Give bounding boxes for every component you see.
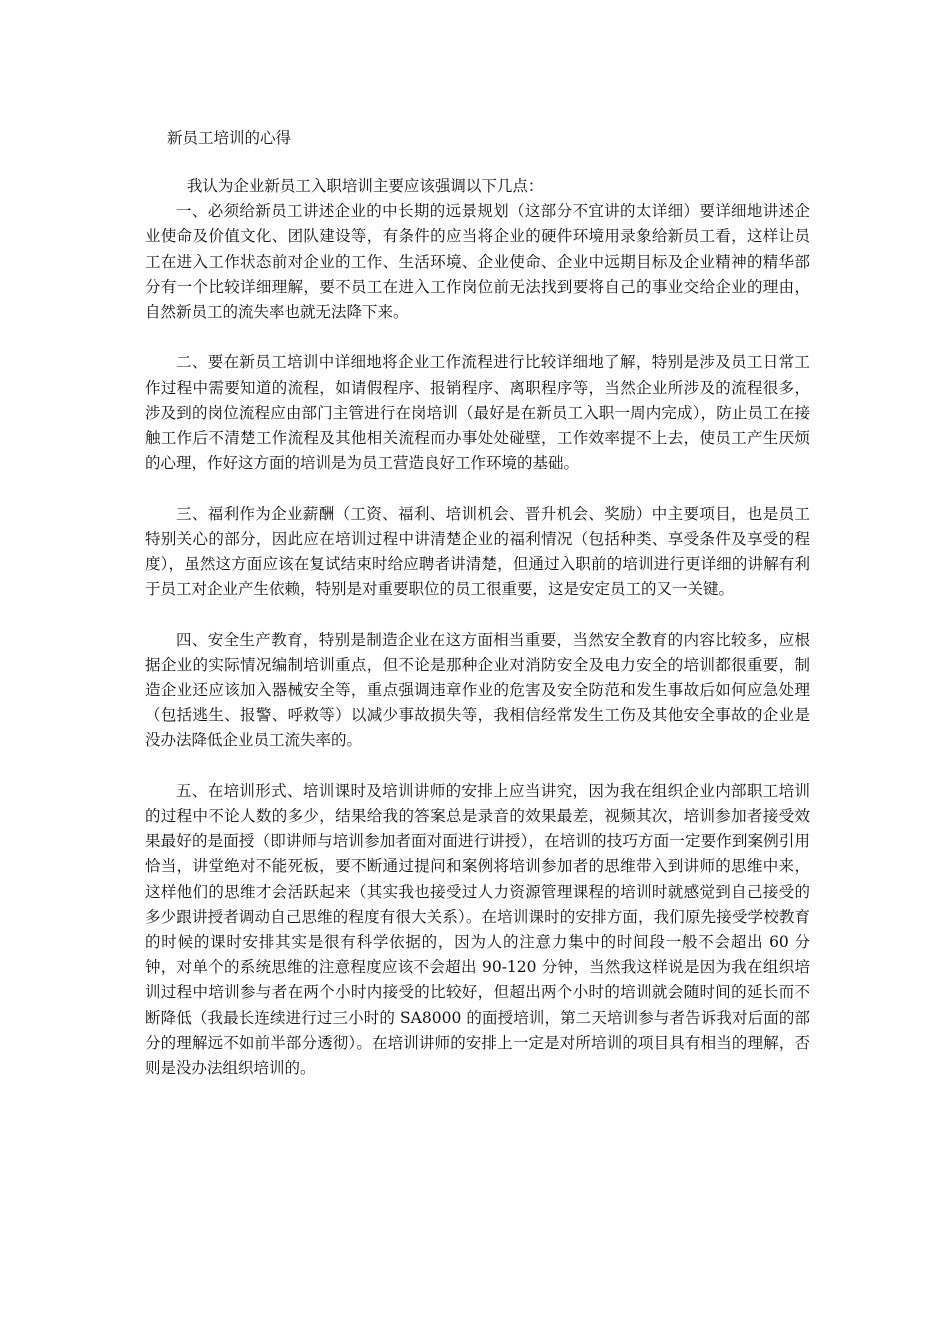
paragraph-3: 三、福利作为企业薪酬（工资、福利、培训机会、晋升机会、奖励）中主要项目，也是员工特别关心的部分，因此应在培训过程中讲清楚企业的福利情况（包括种类、享受条件及享受的程度），虽然这方面应该在复试结束时给应聘者讲清楚，但通过入职前的培训进行更详细的讲解有利于员工对企业产生依赖，特别是对重要职位的员工很重要，这是安定员工的又一关键。 xyxy=(145,504,810,599)
intro-paragraph: 我认为企业新员工入职培训主要应该强调以下几点： xyxy=(186,177,544,195)
paragraph-5: 五、在培训形式、培训课时及培训讲师的安排上应当讲究，因为我在组织企业内部职工培训的过程中不论人数的多少，结果给我的答案总是录音的效果最差，视频其次，培训参加者接受效果最好的是面授（即讲师与培训参加者面对面进行讲授），在培训的技巧方面一定要作到案例引用恰当，讲堂绝对不能死板，要不断通过提问和案例将培训参加者的思维带入到讲师的思维中来，这样他们的思维才会活跃起来（其实我也接受过人力资源管理课程的培训时就感觉到自己接受的多少跟讲授者调动自己思维的程度有很大关系）。在培训课时的安排方面，我们原先接受学校教育的时候的课时安排其实是很有科学依据的，因为人的注意力集中的时间段一般不会超出 60 分钟，对单个的系统思维的注意程度应该不会超出 90-120 分钟，当然我这样说是因为我在组织培训过程中培训参与者在两个小时内接受的比较好，但超出两个小时的培训就会随时间的延长而不断降低（我最长连续进行过三小时的 SA8000 的面授培训，第二天培训参与者告诉我对后面的部分的理解远不如前半部分透彻）。在培训讲师的安排上一定是对所培训的项目具有相当的理解，否则是没办法组织培训的。 xyxy=(145,781,810,1078)
document-title: 新员工培训的心得 xyxy=(167,129,292,147)
document-body xyxy=(145,174,810,1081)
paragraph-4: 四、安全生产教育，特别是制造企业在这方面相当重要，当然安全教育的内容比较多，应根据企业的实际情况编制培训重点，但不论是那种企业对消防安全及电力安全的培训都很重要，制造企业还应该加入器械安全等，重点强调违章作业的危害及安全防范和发生事故后如何应急处理（包括逃生、报警、呼救等）以减少事故损失等，我相信经常发生工伤及其他安全事故的企业是没办法降低企业员工流失率的。 xyxy=(145,630,810,750)
paragraph-2: 二、要在新员工培训中详细地将企业工作流程进行比较详细地了解，特别是涉及员工日常工作过程中需要知道的流程，如请假程序、报销程序、离职程序等，当然企业所涉及的流程很多，涉及到的岗位流程应由部门主管进行在岗培训（最好是在新员工入职一周内完成），防止员工在接触工作后不清楚工作流程及其他相关流程而办事处处碰壁，工作效率提不上去，使员工产生厌烦的心理，作好这方面的培训是为员工营造良好工作环境的基础。 xyxy=(145,353,810,473)
paragraph-1: 一、必须给新员工讲述企业的中长期的远景规划（这部分不宜讲的太详细）要详细地讲述企业使命及价值文化、团队建设等，有条件的应当将企业的硬件环境用录象给新员工看，这样让员工在进入工作状态前对企业的工作、生活环境、企业使命、企业中远期目标及企业精神的精华部分有一个比较详细理解，要不员工在进入工作岗位前无法找到要将自己的事业交给企业的理由，自然新员工的流失率也就无法降下来。 xyxy=(145,202,810,322)
